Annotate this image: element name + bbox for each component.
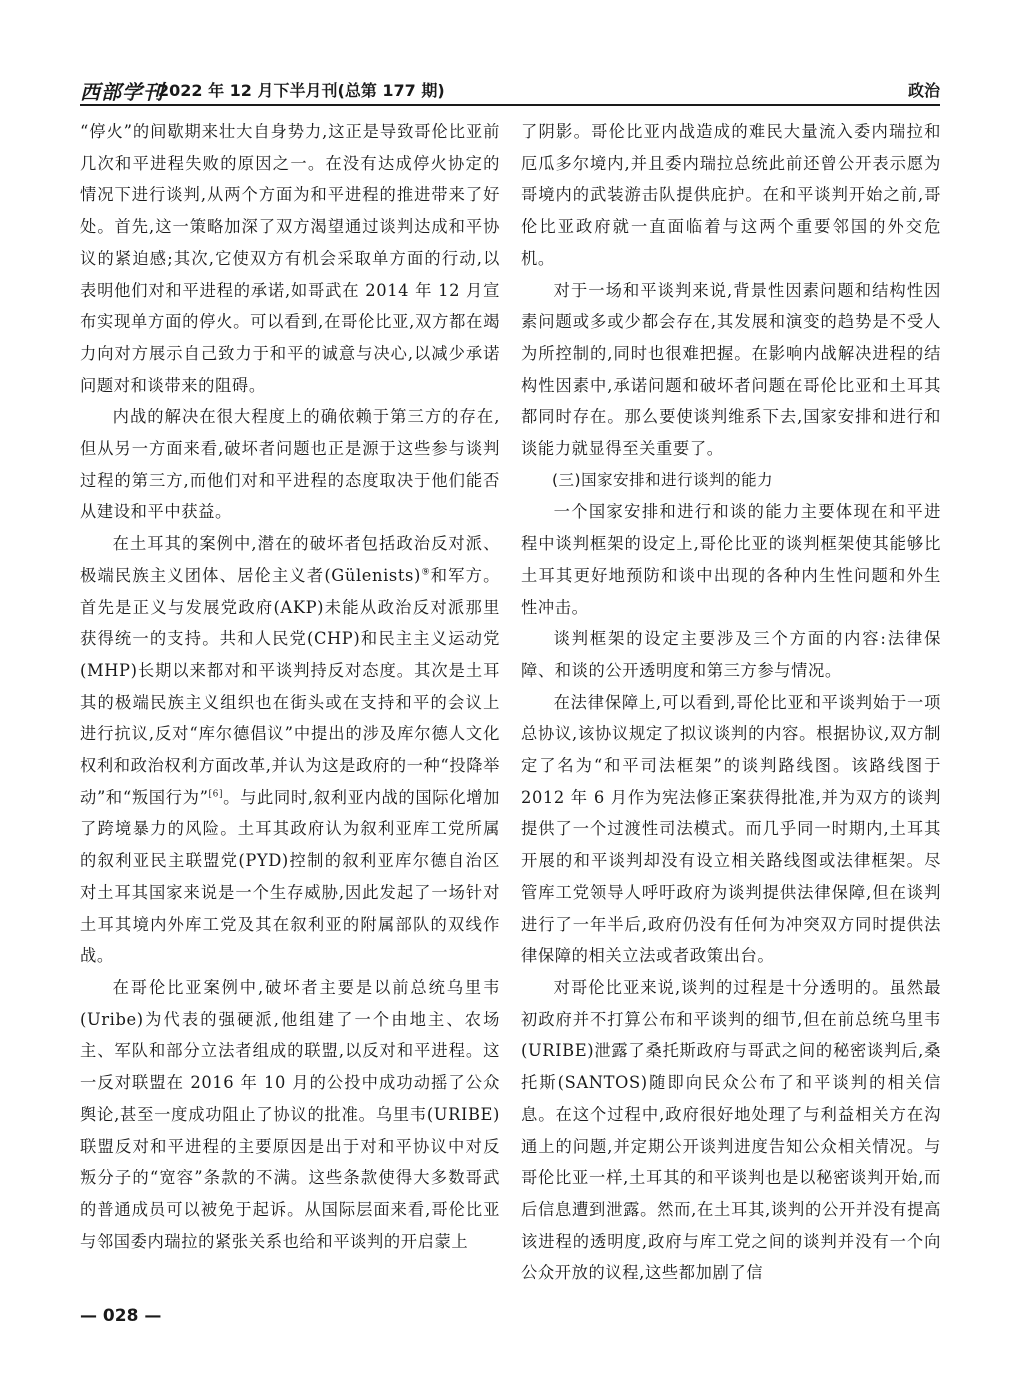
header-rule — [80, 104, 940, 106]
citation-marker: [6] — [208, 789, 224, 800]
paragraph: 一个国家安排和进行和谈的能力主要体现在和平进程中谈判框架的设定上,哥伦比亚的谈判框架使其能够比土耳其更好地预防和谈中出现的各种内生性问题和外生性冲击。 — [521, 502, 941, 617]
journal-logo: 西部学刊 — [80, 80, 164, 104]
paragraph: “停火”的间歇期来壮大自身势力,这正是导致哥伦比亚前几次和平进程失败的原因之一。在没有达成停火协定的情况下进行谈判,从两个方面为和平进程的推进带来了好处。首先,这一策略加深了双方渴望通过谈判达成和平协议的紧迫感;其次,它使双方有机会采取单方面的行动,以表明他们对和平进程的承诺,如哥武在 2014 年 12 月宣布实现单方面的停火。可以看到,在哥伦比亚,双方都在竭力向对方展示自己致力于和平的诚意与决心,以减少承诺问题对和谈带来的阻碍。 — [80, 122, 500, 395]
paragraph: 谈判框架的设定主要涉及三个方面的内容:法律保障、和谈的公开透明度和第三方参与情况。 — [521, 629, 941, 680]
paragraph: 对哥伦比亚来说,谈判的过程是十分透明的。虽然最初政府并不打算公布和平谈判的细节,但在前总统乌里韦(URIBE)泄露了桑托斯政府与哥武之间的秘密谈判后,桑托斯(SANTOS)随即向民众公布了和平谈判的相关信息。在这个过程中,政府很好地处理了与利益相关方在沟通上的问题,并定期公开谈判进度告知公众相关情况。与哥伦比亚一样,土耳其的和平谈判也是以秘密谈判开始,而后信息遭到泄露。然而,在土耳其,谈判的公开并没有提高该进程的透明度,政府与库工党之间的谈判并没有一个向公众开放的议程,这些都加剧了信 — [521, 977, 941, 1283]
left-column — [80, 116, 500, 1257]
paragraph-text: 。与此同时,叙利亚内战的国际化增加了跨境暴力的风险。土耳其政府认为叙利亚库工党所属的叙利亚民主联盟党(PYD)控制的叙利亚库尔德自治区对土耳其国家来说是一个生存威胁,因此发起了一场针对土耳其境内外库工党及其在叙利亚的附属部队的双线作战。 — [80, 787, 500, 966]
section-label: 政治 — [907, 81, 940, 100]
paragraph: 在法律保障上,可以看到,哥伦比亚和平谈判始于一项总协议,该协议规定了拟议谈判的内容。根据协议,双方制定了名为“和平司法框架”的谈判路线图。该路线图于 2012 年 6 月作为宪法修正案获得批准,并为双方的谈判提供了一个过渡性司法模式。而几乎同一时期内,土耳其开展的和平谈判却没有设立相关路线图或法律框架。尽管库工党领导人呼吁政府为谈判提供法律保障,但在谈判进行了一年半后,政府仍没有任何为冲突双方同时提供法律保障的相关立法或者政策出台。 — [521, 692, 941, 966]
paragraph: 对于一场和平谈判来说,背景性因素问题和结构性因素问题或多或少都会存在,其发展和演变的趋势是不受人为所控制的,同时也很难把握。在影响内战解决进程的结构性因素中,承诺问题和破坏者问题在哥伦比亚和土耳其都同时存在。那么要使谈判维系下去,国家安排和进行和谈能力就显得至关重要了。 — [521, 280, 941, 459]
paragraph-text: 在土耳其的案例中,潜在的破坏者包括政治反对派、极端民族主义团体、居伦主义者(Gülenists) — [80, 534, 500, 585]
section-subheading: (三)国家安排和进行谈判的能力 — [552, 470, 774, 489]
issue-info: 2022 年 12 月下半月刊(总第 177 期) — [158, 81, 445, 100]
paragraph: 在哥伦比亚案例中,破坏者主要是以前总统乌里韦(Uribe)为代表的强硬派,他组建了一个由地主、农场主、军队和部分立法者组成的联盟,以反对和平进程。这一反对联盟在 2016 年 10 月的公投中成功动摇了公众舆论,甚至一度成功阻止了协议的批准。乌里韦(URIBE)联盟反对和平进程的主要原因是出于对和平协议中对反叛分子的“宽容”条款的不满。这些条款使得大多数哥武的普通成员可以被免于起诉。从国际层面来看,哥伦比亚与邻国委内瑞拉的紧张关系也给和平谈判的开启蒙上 — [80, 977, 500, 1251]
paragraph — [80, 528, 500, 972]
footnote-marker: ⑨ — [420, 567, 431, 578]
right-column — [521, 116, 941, 1289]
page-number: — 028 — — [80, 1306, 162, 1326]
paragraph: 内战的解决在很大程度上的确依赖于第三方的存在,但从另一方面来看,破坏者问题也正是源于这些参与谈判过程的第三方,而他们对和平进程的态度取决于他们能否从建设和平中获益。 — [80, 407, 500, 522]
running-header — [80, 74, 940, 102]
paragraph-text: 和军方。首先是正义与发展党政府(AKP)未能从政治反对派那里获得统一的支持。共和人民党(CHP)和民主主义运动党(MHP)长期以来都对和平谈判持反对态度。其次是土耳其的极端民族主义组织也在街头或在支持和平的会议上进行抗议,反对“库尔德倡议”中提出的涉及库尔德人文化权利和政治权利方面改革,并认为这是政府的一种“投降举动”和“叛国行为” — [80, 565, 500, 807]
paragraph: 了阴影。哥伦比亚内战造成的难民大量流入委内瑞拉和厄瓜多尔境内,并且委内瑞拉总统此前还曾公开表示愿为哥境内的武装游击队提供庇护。在和平谈判开始之前,哥伦比亚政府就一直面临着与这两个重要邻国的外交危机。 — [521, 122, 941, 268]
